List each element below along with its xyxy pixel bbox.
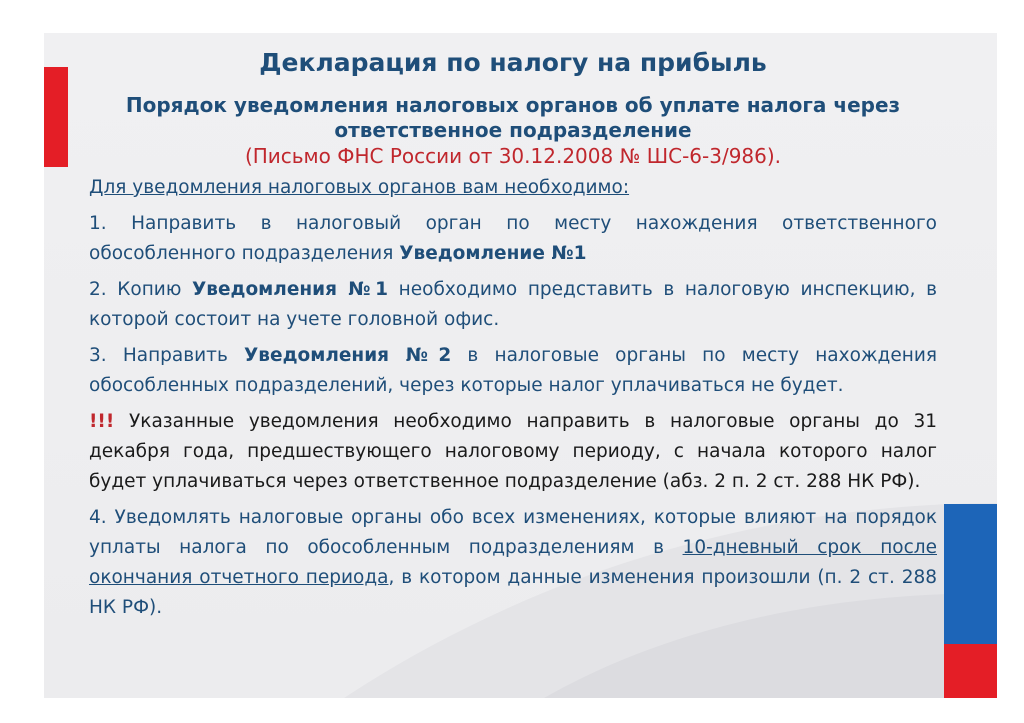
step-4-deadline: 10-дневный срок после окончания отчетного периода: [89, 537, 937, 588]
step-1-text: 1. Направить в налоговый орган по месту нахождения ответственного обособленного подразделения: [89, 213, 937, 264]
step-2-bold: Уведомления №1: [192, 279, 389, 300]
step-3-pre: 3. Направить: [89, 345, 245, 366]
step-4: [89, 503, 937, 623]
step-1-bold: Уведомление №1: [399, 243, 587, 264]
step-2: [89, 275, 937, 335]
slide-subtitle: Порядок уведомления налоговых органов об уплате налога через ответственное подразделение: [125, 93, 901, 142]
step-2-pre: 2. Копию: [89, 279, 193, 300]
right-blue-accent-bar: [944, 504, 997, 644]
left-red-accent-bar: [44, 67, 68, 167]
slide-content: [89, 48, 937, 629]
step-2-post: необходимо представить в налоговую инспекцию, в которой состоит на учете головной офис.: [89, 279, 937, 330]
step-4-post: , в котором данные изменения произошли (п. 2 ст. 288 НК РФ).: [89, 567, 937, 618]
warning-marker: !!!: [89, 411, 115, 432]
intro-line: Для уведомления налоговых органов вам необходимо:: [89, 177, 630, 198]
step-3-post: в налоговые органы по месту нахождения обособленных подразделений, через которые налог уплачиваться не будет.: [89, 345, 937, 396]
right-red-accent-bar: [944, 644, 997, 698]
letter-reference: (Письмо ФНС России от 30.12.2008 № ШС-6-3/986).: [244, 144, 782, 168]
step-3-bold: Уведомления №2: [244, 345, 452, 366]
slide-title: Декларация по налогу на прибыль: [259, 48, 767, 77]
warning-text: Указанные уведомления необходимо направить в налоговые органы до 31 декабря года, предшествующего налоговому периоду, с начала которого налог будет уплачиваться через ответственное подразделение (абз. 2 п. 2 ст. 288 НК РФ).: [89, 411, 937, 492]
step-3: [89, 341, 937, 401]
step-1: [89, 209, 937, 269]
warning-note: [89, 407, 937, 497]
step-4-pre: 4. Уведомлять налоговые органы обо всех изменениях, которые влияют на порядок уплаты налога по обособленным подразделениям в: [89, 507, 937, 558]
